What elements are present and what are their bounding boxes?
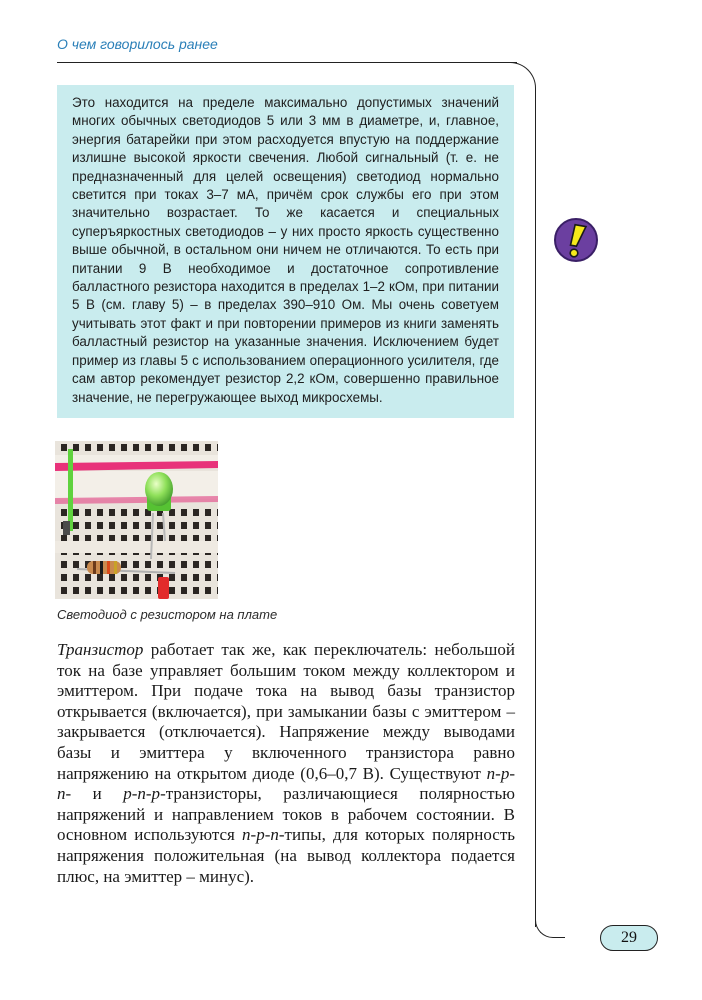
led-breadboard-photo <box>55 441 218 599</box>
body-paragraph <box>57 640 515 887</box>
header-rule <box>57 62 517 63</box>
margin-rule <box>535 97 536 927</box>
body-text-1: работает так же, как переключатель: небольшой ток на базе управляет большим током между коллектором и эмиттером. При подаче тока на вывод базы транзистор открывается (включается), при замыкании базы с эмиттером – закрывается (отключается). Напряжение между выводами базы и эмиттера у включенного транзистора равно напряжению на открытом диоде (0,6–0,7 В). Существуют <box>57 640 515 783</box>
term-transistor: Транзистор <box>57 640 144 659</box>
body-text-4: -типы, для которых полярность напряжения положительная (на вывод коллектора подается плюс, на эмиттер – минус). <box>57 825 515 886</box>
term-npn-2: n-p-n <box>242 825 279 845</box>
body-text-3: -транзисторы, различающиеся полярностью напряжений и направлением токов в рабочем состоянии. В основном используются <box>57 784 515 845</box>
note-text: Это находится на пределе максимально допустимых значений многих обычных светодиодов 5 или 3 мм в диаметре, и, главное, энергия батарейки при этом расходуется впустую на поддержание излишне высокой яркости свечения. Любой сигнальный (т. е. не предназначенный для целей освещения) светодиод нормально светится при токах 3–7 мА, причём срок службы его при этом значительно возрастает. То же касается и специальных суперъяркостных светодиодов – у них просто яркость существенно выше обычной, в остальном они ничем не отличаются. То есть при питании 9 В необходимое и достаточное сопротивление балластного резистора находится в пределах 1–2 кОм, при питании 5 В (см. главу 5) – в пределах 390–910 Ом. Мы очень советуем учитывать этот факт и при повторении примеров из книги заменять балластный резистор на указанные значения. Исключением будет пример из главы 5 с использованием операционного усилителя, где сам автор рекомендует резистор 2,2 кОм, совершенно правильное значение, не перегружающее выход микросхемы. <box>72 95 499 405</box>
note-box <box>57 85 514 418</box>
term-pnp: p-n-p <box>123 784 161 804</box>
margin-rule-corner <box>535 918 565 938</box>
figure-caption: Светодиод с резистором на плате <box>57 607 278 622</box>
exclamation-warning-icon <box>553 217 599 263</box>
running-title: О чем говорилось ранее <box>57 36 218 52</box>
body-text-2: и <box>71 784 124 804</box>
page-number: 29 <box>600 925 658 951</box>
term-npn: n-p-n- <box>57 763 515 804</box>
